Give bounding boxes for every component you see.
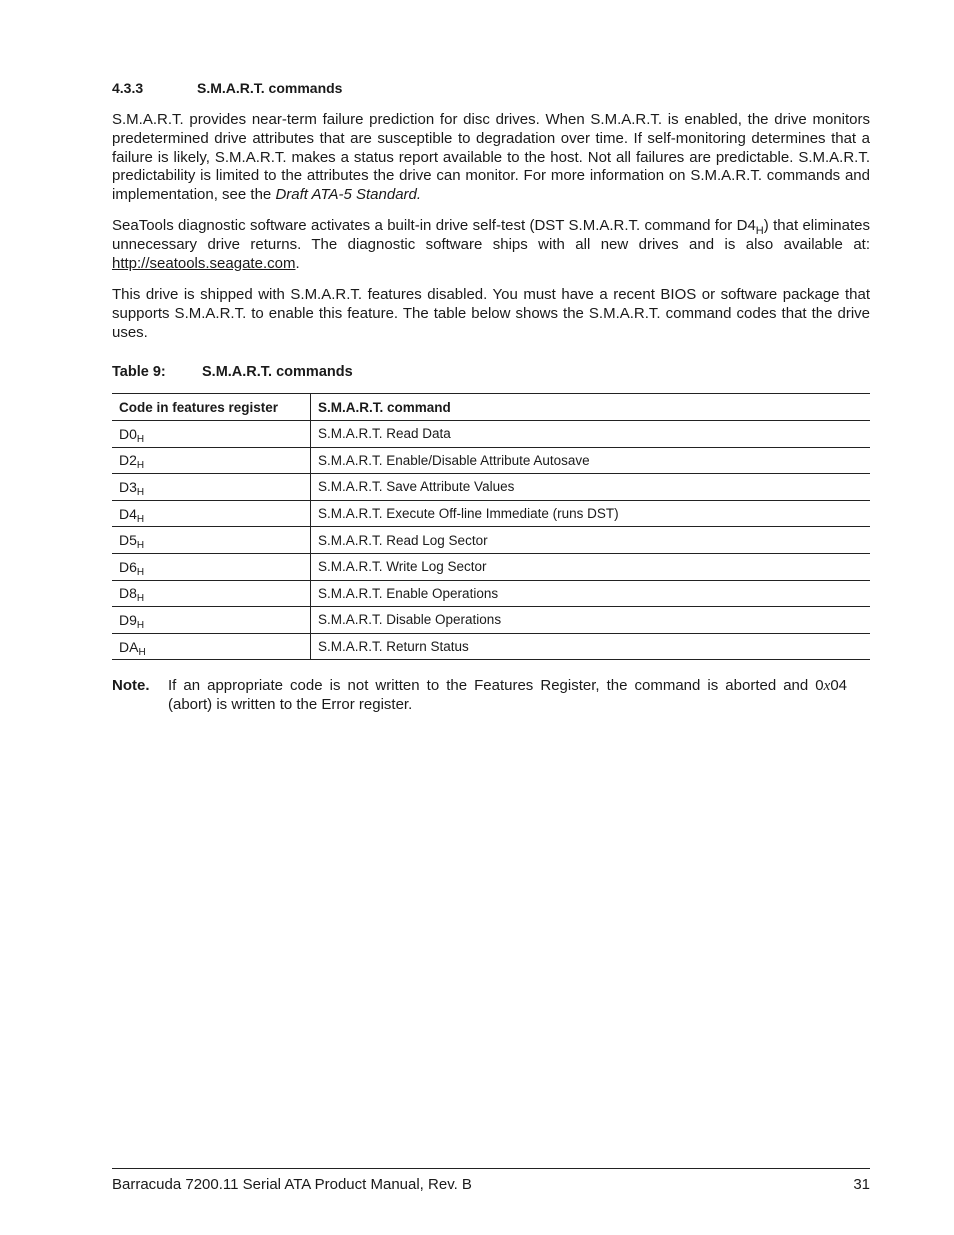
- paragraph-smart-intro: [112, 111, 870, 205]
- paragraph-shipping: This drive is shipped with S.M.A.R.T. features disabled. You must have a recent BIOS or software package that supports S.M.A.R.T. to enable this feature. The table below shows the S.M.A.R.T. command codes that the drive uses.: [112, 286, 870, 341]
- paragraph-smart-intro-text: S.M.A.R.T. provides near-term failure prediction for disc drives. When S.M.A.R.T. is enabled, the drive monitors predetermined drive attributes that are susceptible to degradation over time. If self-monitoring determines that a failure is likely, S.M.A.R.T. makes a status report available to the host. Not all failures are predictable. S.M.A.R.T. predictability is limited to the attributes the drive can monitor. For more information on S.M.A.R.T. commands and implementation, see the: [112, 111, 870, 204]
- table-row: [112, 607, 870, 634]
- code-value: D9: [119, 611, 137, 628]
- code-subscript: H: [136, 486, 145, 498]
- column-header-command: S.M.A.R.T. command: [311, 394, 871, 421]
- table-row: [112, 474, 870, 501]
- command-cell: S.M.A.R.T. Write Log Sector: [311, 553, 871, 580]
- paragraph-seatools-end: .: [295, 254, 300, 272]
- code-value: D8: [119, 585, 137, 602]
- section-heading: [112, 80, 342, 96]
- code-value: D4: [119, 505, 137, 522]
- note-text-1: If an appropriate code is not written to the Features Register, the command is aborted and 0: [168, 677, 824, 694]
- seatools-link[interactable]: http://seatools.seagate.com: [112, 254, 296, 272]
- document-page: [112, 0, 870, 1235]
- footer-page-number: 31: [853, 1176, 870, 1193]
- table-row: [112, 500, 870, 527]
- note-label: Note.: [112, 677, 150, 694]
- table-row: [112, 553, 870, 580]
- footer-divider: [112, 1168, 870, 1169]
- hex-subscript: H: [755, 225, 764, 237]
- table-caption-number: Table 9:: [112, 364, 166, 380]
- table-row: [112, 580, 870, 607]
- command-cell: S.M.A.R.T. Return Status: [311, 633, 871, 660]
- code-subscript: H: [136, 460, 145, 472]
- code-value: D3: [119, 478, 137, 495]
- code-subscript: H: [136, 513, 145, 525]
- code-cell: [112, 447, 311, 474]
- command-cell: S.M.A.R.T. Enable/Disable Attribute Autosave: [311, 447, 871, 474]
- table-header-row: [112, 394, 870, 421]
- command-cell: S.M.A.R.T. Execute Off-line Immediate (runs DST): [311, 500, 871, 527]
- paragraph-seatools-text-1: SeaTools diagnostic software activates a built-in drive self-test (DST S.M.A.R.T. command for D4: [112, 217, 756, 234]
- command-cell: S.M.A.R.T. Save Attribute Values: [311, 474, 871, 501]
- table-row: [112, 527, 870, 554]
- code-value: DA: [119, 638, 139, 655]
- note-text-2: 04 (abort) is written to the Error register.: [168, 677, 847, 713]
- code-cell: [112, 474, 311, 501]
- table-caption: [112, 364, 353, 380]
- code-cell: [112, 553, 311, 580]
- paragraph-seatools: [112, 217, 870, 273]
- code-cell: [112, 421, 311, 448]
- code-subscript: H: [136, 566, 145, 578]
- section-number: 4.3.3: [112, 80, 144, 96]
- table-caption-title: S.M.A.R.T. commands: [202, 364, 353, 380]
- note-hex-x: x: [823, 678, 831, 694]
- code-subscript: H: [136, 540, 145, 552]
- table-row: [112, 447, 870, 474]
- command-cell: S.M.A.R.T. Read Data: [311, 421, 871, 448]
- code-subscript: H: [136, 433, 145, 445]
- code-subscript: H: [138, 646, 146, 658]
- code-cell: [112, 580, 311, 607]
- code-value: D2: [119, 452, 137, 469]
- command-cell: S.M.A.R.T. Enable Operations: [311, 580, 871, 607]
- smart-commands-table: [112, 393, 870, 660]
- command-cell: S.M.A.R.T. Disable Operations: [311, 607, 871, 634]
- code-value: D5: [119, 532, 137, 549]
- command-cell: S.M.A.R.T. Read Log Sector: [311, 527, 871, 554]
- code-subscript: H: [136, 593, 145, 605]
- note-text: [168, 677, 847, 715]
- code-cell: [112, 633, 311, 660]
- code-value: D0: [119, 425, 137, 442]
- code-cell: [112, 607, 311, 634]
- paragraph-seatools-text-2: ) that eliminates unnecessary drive returns. The diagnostic software ships with all new drives and is also available at:: [112, 217, 870, 253]
- table-row: [112, 633, 870, 660]
- ata5-standard-reference: Draft ATA-5 Standard.: [275, 186, 422, 204]
- section-title: S.M.A.R.T. commands: [197, 80, 343, 96]
- code-value: D6: [119, 558, 137, 575]
- footer-manual-title: Barracuda 7200.11 Serial ATA Product Manual, Rev. B: [112, 1176, 472, 1193]
- code-cell: [112, 527, 311, 554]
- table-row: [112, 421, 870, 448]
- code-subscript: H: [136, 619, 145, 631]
- column-header-code: Code in features register: [112, 394, 311, 421]
- code-cell: [112, 500, 311, 527]
